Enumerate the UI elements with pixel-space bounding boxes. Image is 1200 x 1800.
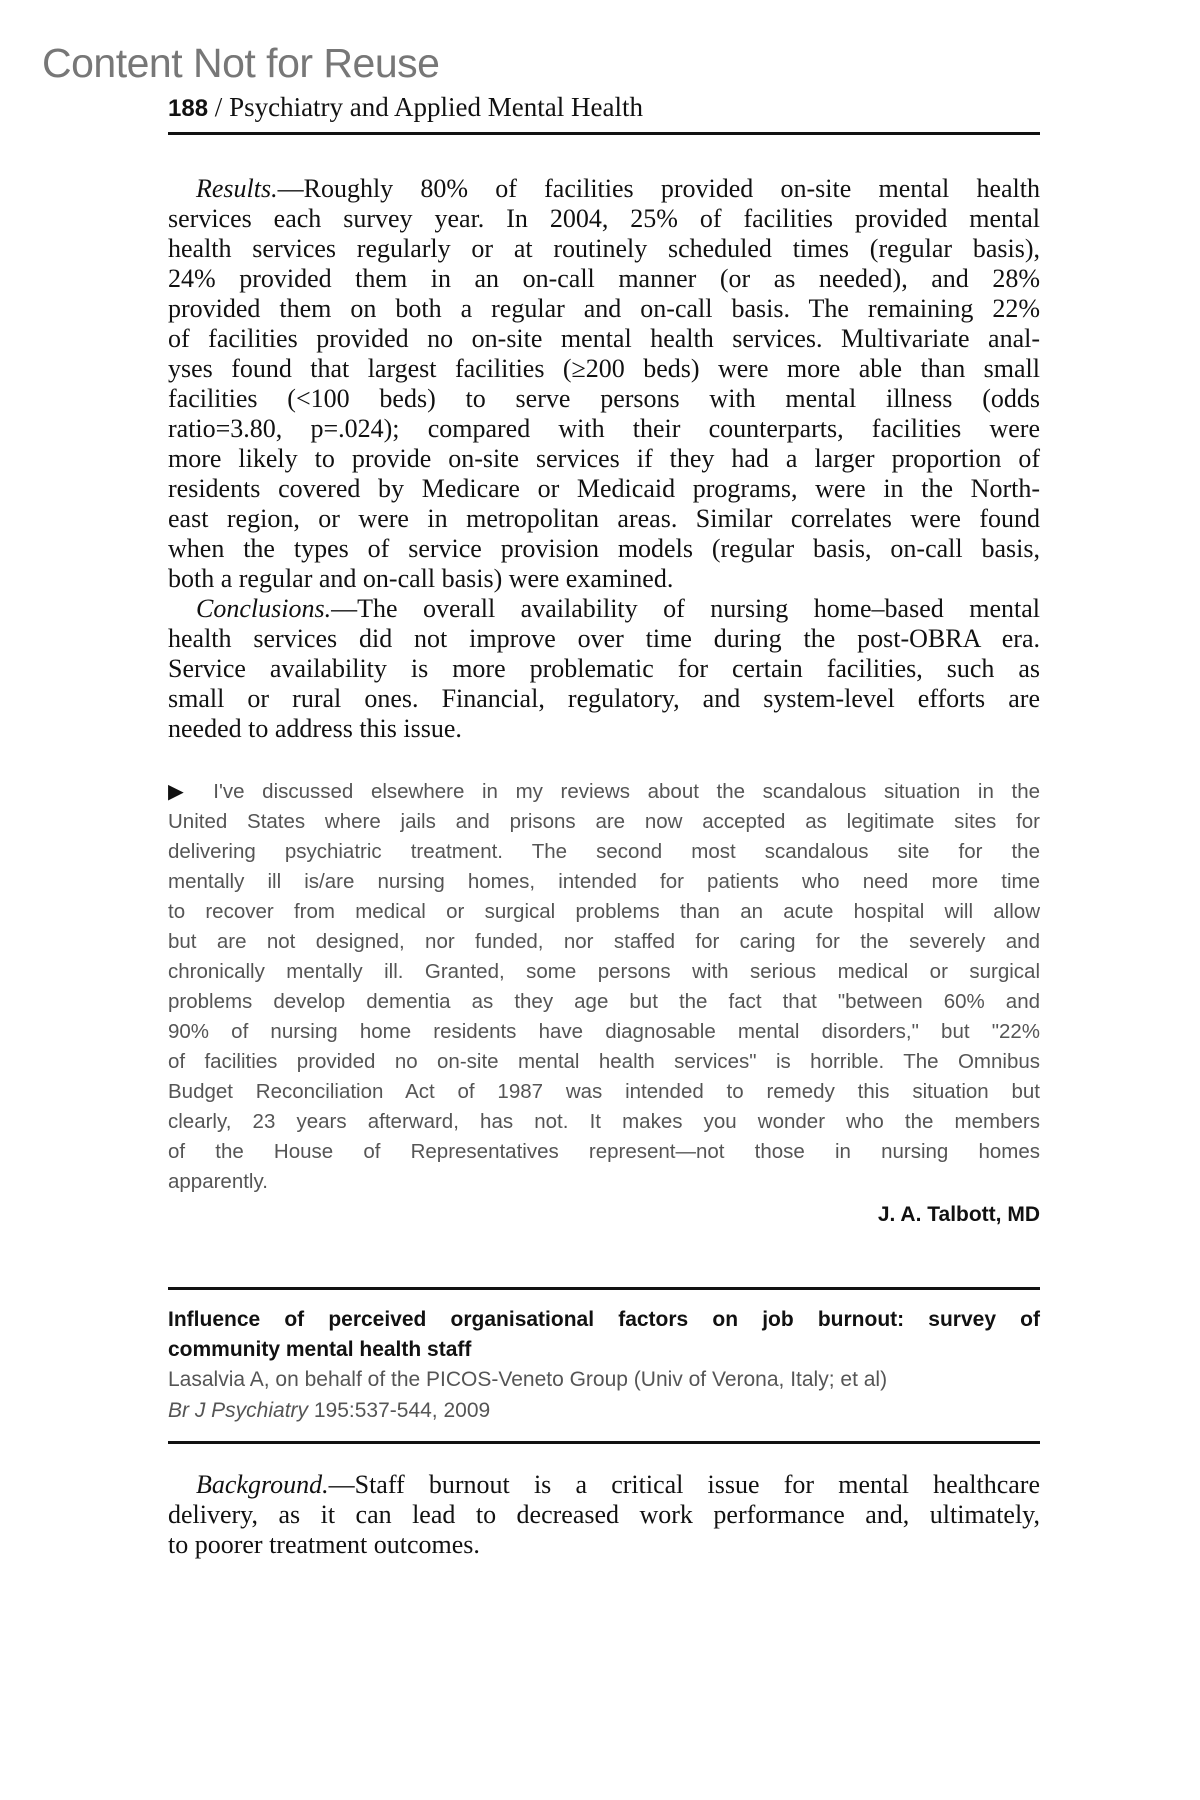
line-text: 90% of nursing home residents have diagnosable mental disorders," but "22% — [168, 1020, 1040, 1043]
text-line — [168, 1107, 1040, 1137]
line-text: facilities (<100 beds) to serve persons with mental illness (odds — [168, 384, 1040, 413]
text-line — [168, 324, 1040, 354]
line-text: to poorer treatment outcomes. — [168, 1530, 480, 1559]
text-line — [168, 564, 1040, 594]
line-text: services each survey year. In 2004, 25% of facilities provided mental — [168, 204, 1040, 233]
text-line — [168, 354, 1040, 384]
line-text: 24% provided them in an on-call manner (or as needed), and 28% — [168, 264, 1040, 293]
line-text: to recover from medical or surgical problems than an acute hospital will allow — [168, 900, 1040, 923]
journal-abbrev: Br J Psychiatry — [168, 1399, 309, 1422]
line-text: small or rural ones. Financial, regulatory, and system-level efforts are — [168, 684, 1040, 713]
article-title — [168, 1305, 1040, 1365]
text-line — [168, 294, 1040, 324]
comment-marker-icon: ▶ — [168, 780, 196, 803]
text-line — [168, 1047, 1040, 1077]
line-text: Influence of perceived organisational factors on job burnout: survey of — [168, 1308, 1040, 1331]
line-text: health services did not improve over time during the post-OBRA era. — [168, 624, 1040, 653]
line-text: both a regular and on-call basis) were examined. — [168, 564, 674, 593]
text-line — [168, 384, 1040, 414]
text-line — [168, 1500, 1040, 1530]
watermark: Content Not for Reuse — [42, 40, 440, 86]
text-line — [168, 957, 1040, 987]
text-line — [168, 504, 1040, 534]
running-head — [168, 92, 643, 123]
section-label: Results. — [196, 174, 278, 203]
reviewer-signature: J. A. Talbott, MD — [877, 1203, 1040, 1226]
text-line — [168, 204, 1040, 234]
background-paragraph — [168, 1470, 1040, 1560]
line-text: ratio=3.80, p=.024); compared with their counterparts, facilities were — [168, 414, 1040, 443]
text-line — [168, 1137, 1040, 1167]
line-text: but are not designed, nor funded, nor staffed for caring for the severely and — [168, 930, 1040, 953]
line-text: of the House of Representatives represent—not those in nursing homes — [168, 1140, 1040, 1163]
line-text: Budget Reconciliation Act of 1987 was intended to remedy this situation but — [168, 1080, 1040, 1103]
text-line — [168, 594, 1040, 624]
section-label: Background. — [196, 1470, 329, 1499]
text-line — [168, 897, 1040, 927]
text-line — [168, 174, 1040, 204]
text-line — [168, 1167, 1040, 1197]
text-line — [168, 1335, 1040, 1365]
header-rule — [168, 132, 1040, 135]
text-line — [168, 1530, 1040, 1560]
line-text: community mental health staff — [168, 1338, 472, 1361]
text-line — [168, 807, 1040, 837]
text-line — [168, 414, 1040, 444]
line-text: provided them on both a regular and on-call basis. The remaining 22% — [168, 294, 1040, 323]
line-text: residents covered by Medicare or Medicaid programs, were in the North- — [168, 474, 1040, 503]
text-line — [168, 777, 1040, 807]
text-line — [168, 1305, 1040, 1335]
section-label: Conclusions. — [196, 594, 332, 623]
line-text: United States where jails and prisons are now accepted as legitimate sites for — [168, 810, 1040, 833]
text-line — [168, 624, 1040, 654]
line-text: when the types of service provision models (regular basis, on-call basis, — [168, 534, 1040, 563]
text-line — [168, 444, 1040, 474]
line-text: of facilities provided no on-site mental health services" is horrible. The Omnibus — [168, 1050, 1040, 1073]
line-text: needed to address this issue. — [168, 714, 462, 743]
results-paragraph — [168, 174, 1040, 594]
line-text: Service availability is more problematic for certain facilities, such as — [168, 654, 1040, 683]
text-line — [168, 264, 1040, 294]
line-text: mentally ill is/are nursing homes, intended for patients who need more time — [168, 870, 1040, 893]
line-text: —Roughly 80% of facilities provided on-site mental health — [277, 174, 1040, 203]
text-line — [168, 534, 1040, 564]
line-text: clearly, 23 years afterward, has not. It makes you wonder who the members — [168, 1110, 1040, 1133]
line-text: health services regularly or at routinely scheduled times (regular basis), — [168, 234, 1040, 263]
text-line — [168, 1077, 1040, 1107]
line-text: yses found that largest facilities (≥200 beds) were more able than small — [168, 354, 1040, 383]
journal-name: Psychiatry and Applied Mental Health — [229, 92, 643, 122]
line-text: of facilities provided no on-site mental health services. Multivariate anal- — [168, 324, 1040, 353]
line-text: apparently. — [168, 1170, 268, 1193]
text-line — [168, 714, 1040, 744]
line-text: chronically mentally ill. Granted, some persons with serious medical or surgical — [168, 960, 1040, 983]
reviewer-comment — [168, 777, 1040, 1197]
line-text: —The overall availability of nursing home–based mental — [331, 594, 1040, 623]
line-text: problems develop dementia as they age but the fact that "between 60% and — [168, 990, 1040, 1013]
line-text: east region, or were in metropolitan areas. Similar correlates were found — [168, 504, 1040, 533]
article-authors: Lasalvia A, on behalf of the PICOS-Veneto Group (Univ of Verona, Italy; et al) — [168, 1368, 888, 1391]
text-line — [168, 927, 1040, 957]
text-line — [168, 234, 1040, 264]
line-text: delivering psychiatric treatment. The second most scandalous site for the — [168, 840, 1040, 863]
text-line — [168, 684, 1040, 714]
separator: / — [208, 92, 230, 122]
conclusions-paragraph — [168, 594, 1040, 744]
text-line — [168, 837, 1040, 867]
line-text: I've discussed elsewhere in my reviews about the scandalous situation in the — [195, 780, 1041, 803]
article-citation — [168, 1396, 1040, 1426]
article-bottom-rule — [168, 1441, 1040, 1444]
text-line — [168, 474, 1040, 504]
line-text: —Staff burnout is a critical issue for mental healthcare — [328, 1470, 1040, 1499]
volume-pages-year: 195:537-544, 2009 — [308, 1399, 491, 1422]
page-number: 188 — [168, 95, 209, 122]
line-text: more likely to provide on-site services if they had a larger proportion of — [168, 444, 1040, 473]
text-line — [168, 987, 1040, 1017]
text-line — [168, 1017, 1040, 1047]
text-line — [168, 1470, 1040, 1500]
text-line — [168, 654, 1040, 684]
line-text: delivery, as it can lead to decreased work performance and, ultimately, — [168, 1500, 1040, 1529]
text-line — [168, 867, 1040, 897]
article-top-rule — [168, 1287, 1040, 1290]
